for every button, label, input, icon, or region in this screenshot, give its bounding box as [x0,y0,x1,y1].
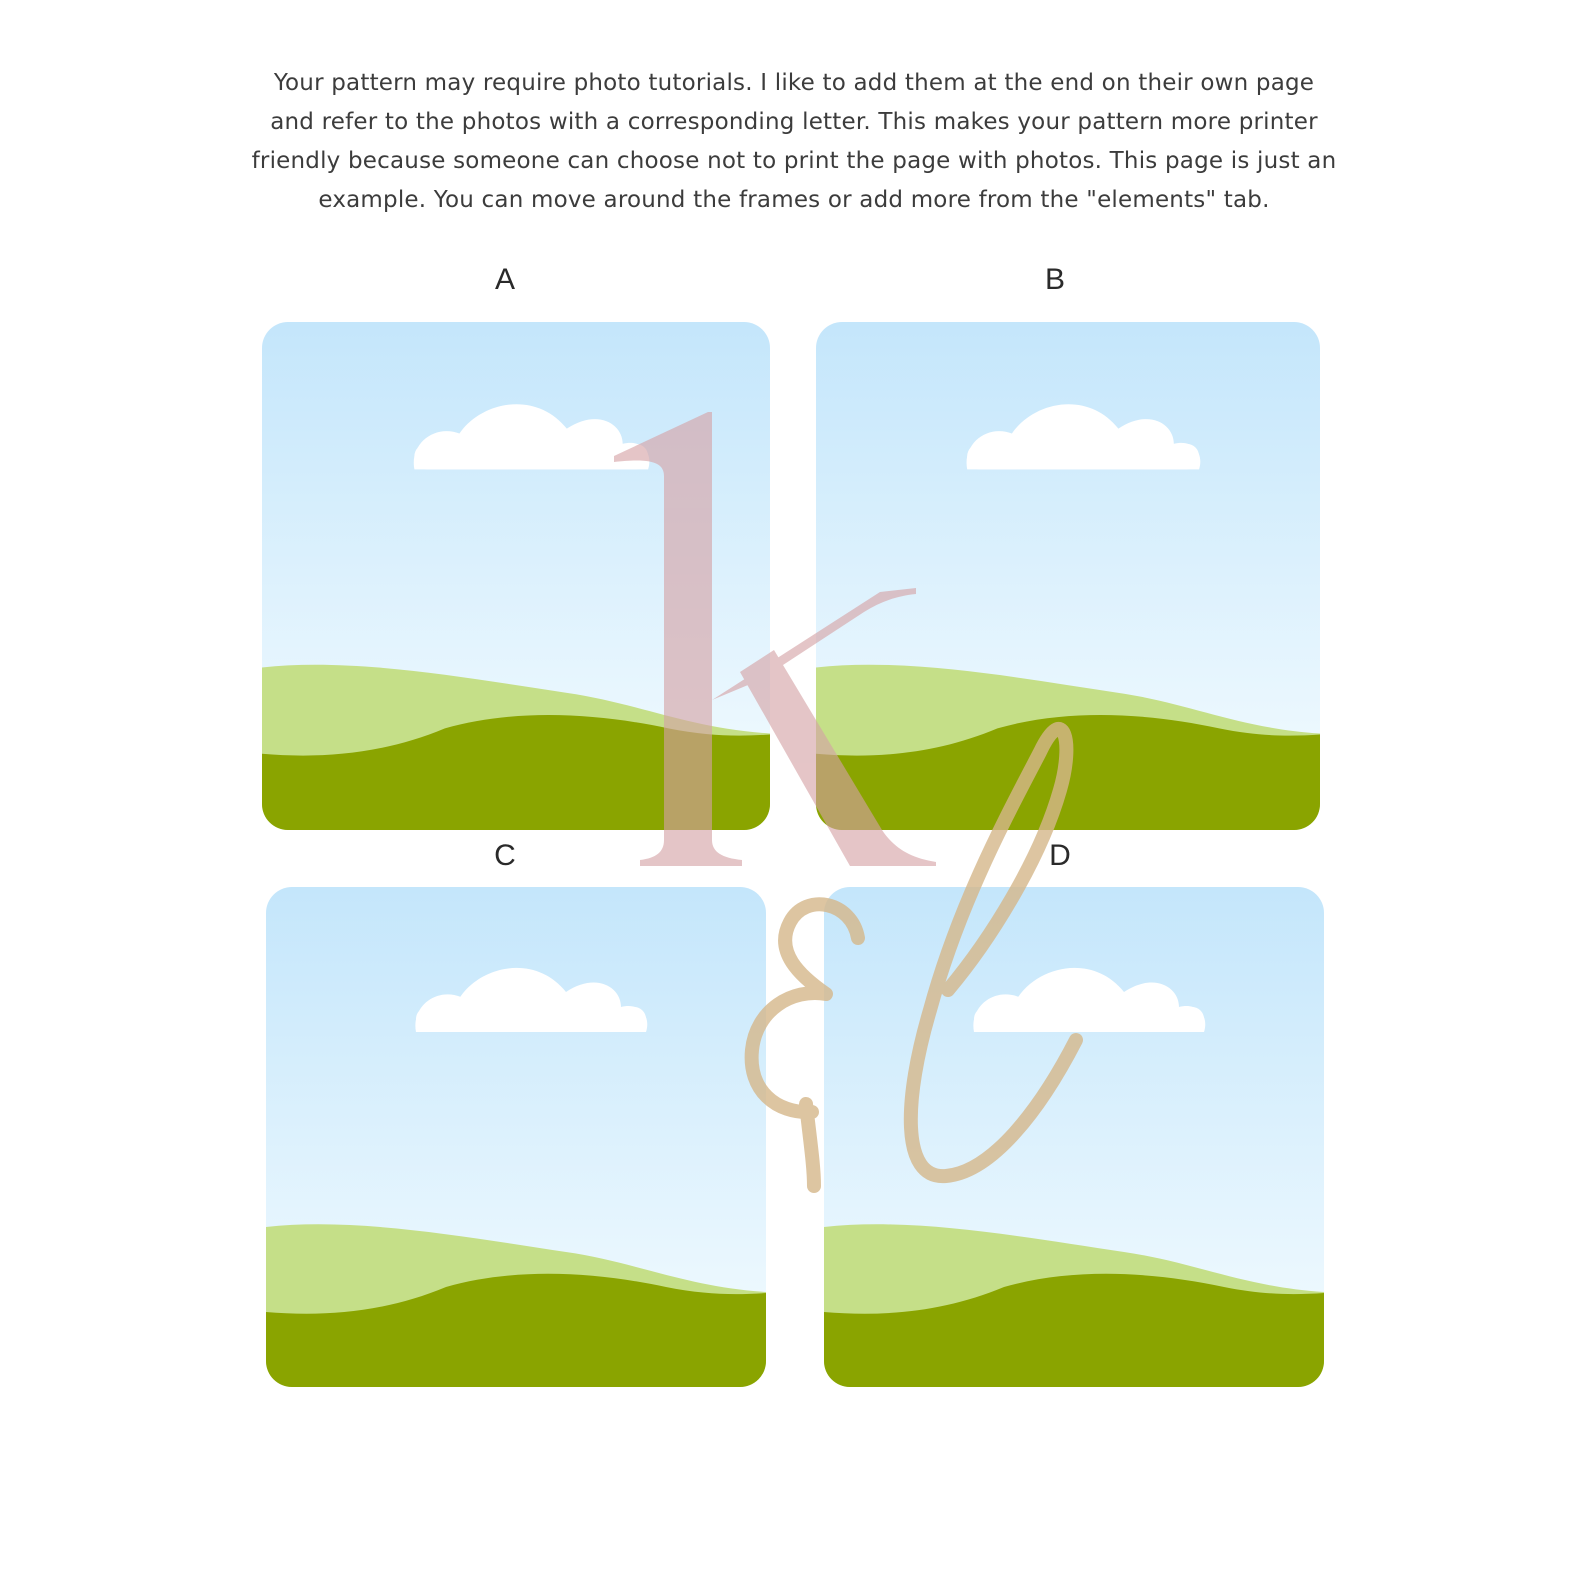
cloud-base [414,444,648,469]
photo-label-b: B [1044,263,1065,296]
photo-label-a: A [494,263,515,296]
landscape-placeholder-icon [266,887,766,1387]
landscape-placeholder-icon [824,887,1324,1387]
photo-frame-a[interactable] [262,322,770,830]
photo-label-d: D [1049,839,1071,872]
landscape-placeholder-icon [262,322,770,830]
landscape-placeholder-icon [816,322,1320,830]
photo-frame-d[interactable] [824,887,1324,1387]
photo-label-c: C [494,839,516,872]
intro-paragraph: Your pattern may require photo tutorials. I like to add them at the end on their own page and refer to the photos with a corresponding letter. This makes your pattern more printer friendly because someone can choose not to print the page with photos. This page is just an example. You can move around the frames or add more from the "elements" tab. [251,70,1337,213]
photo-frame-b[interactable] [816,322,1320,830]
photo-frame-c[interactable] [266,887,766,1387]
